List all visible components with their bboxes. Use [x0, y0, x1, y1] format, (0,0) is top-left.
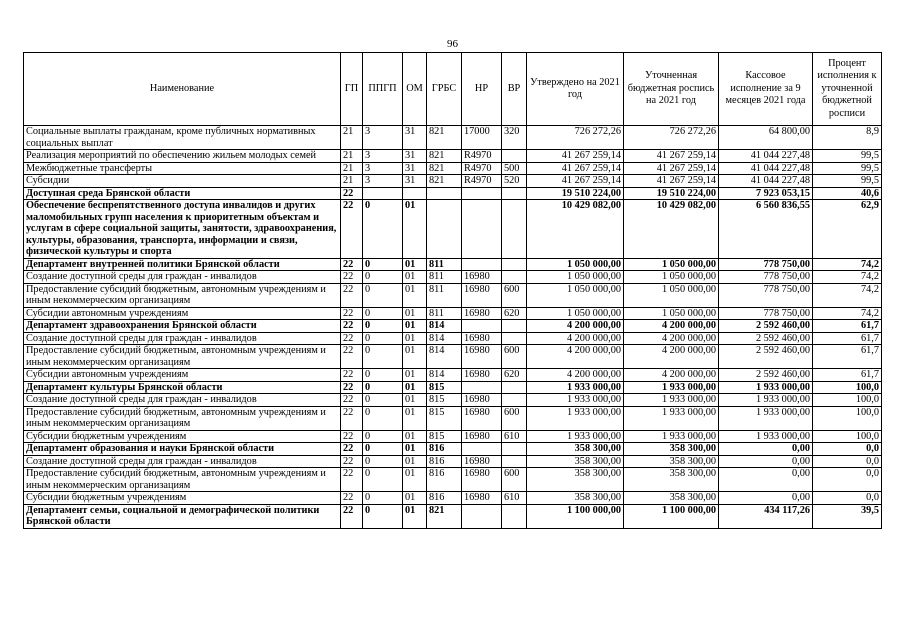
cell-om: 01	[403, 332, 427, 345]
cell-grbs: 821	[427, 126, 462, 150]
cell-approved: 726 272,26	[527, 126, 624, 150]
cell-grbs: 811	[427, 271, 462, 284]
table-row	[24, 345, 882, 369]
cell-percent: 99,5	[813, 175, 882, 188]
cell-om: 01	[403, 369, 427, 382]
cell-name: Субсидии бюджетным учреждениям	[24, 430, 341, 443]
cell-percent: 8,9	[813, 126, 882, 150]
cell-np: R4970	[462, 175, 502, 188]
cell-approved: 4 200 000,00	[527, 320, 624, 333]
page-number: 96	[447, 38, 458, 50]
header-name: Наименование	[24, 53, 341, 126]
cell-percent: 40,6	[813, 187, 882, 200]
cell-refined: 1 050 000,00	[624, 258, 719, 271]
cell-gp: 22	[341, 381, 363, 394]
cell-cash: 1 933 000,00	[719, 381, 813, 394]
cell-np	[462, 443, 502, 456]
cell-vr: 600	[502, 468, 527, 492]
cell-refined: 1 933 000,00	[624, 430, 719, 443]
cell-vr: 620	[502, 307, 527, 320]
cell-grbs: 815	[427, 381, 462, 394]
header-grbs: ГРБС	[427, 53, 462, 126]
cell-ppgp: 0	[363, 468, 403, 492]
cell-cash: 434 117,26	[719, 504, 813, 528]
cell-vr: 520	[502, 175, 527, 188]
table-row	[24, 504, 882, 528]
cell-gp: 22	[341, 369, 363, 382]
cell-gp: 21	[341, 175, 363, 188]
header-refined: Уточненная бюджетная роспись на 2021 год	[624, 53, 719, 126]
cell-gp: 22	[341, 307, 363, 320]
table-row	[24, 406, 882, 430]
cell-percent: 100,0	[813, 394, 882, 407]
cell-grbs: 816	[427, 455, 462, 468]
cell-cash: 2 592 460,00	[719, 369, 813, 382]
cell-grbs: 821	[427, 175, 462, 188]
cell-np: 16980	[462, 283, 502, 307]
cell-om	[403, 187, 427, 200]
cell-ppgp: 0	[363, 455, 403, 468]
table-row	[24, 320, 882, 333]
cell-ppgp: 0	[363, 283, 403, 307]
cell-cash: 41 044 227,48	[719, 175, 813, 188]
table-row	[24, 187, 882, 200]
cell-gp: 22	[341, 394, 363, 407]
cell-grbs: 814	[427, 369, 462, 382]
cell-percent: 74,2	[813, 283, 882, 307]
cell-ppgp: 3	[363, 162, 403, 175]
cell-vr	[502, 504, 527, 528]
table-row	[24, 455, 882, 468]
cell-gp: 22	[341, 504, 363, 528]
cell-vr: 320	[502, 126, 527, 150]
cell-approved: 1 050 000,00	[527, 271, 624, 284]
cell-cash: 41 044 227,48	[719, 162, 813, 175]
table-row	[24, 150, 882, 163]
cell-cash: 2 592 460,00	[719, 320, 813, 333]
cell-cash: 778 750,00	[719, 258, 813, 271]
cell-refined: 19 510 224,00	[624, 187, 719, 200]
cell-grbs	[427, 200, 462, 259]
cell-refined: 4 200 000,00	[624, 332, 719, 345]
cell-name: Предоставление субсидий бюджетным, автономным учреждениям и иным некоммерческим организациям	[24, 283, 341, 307]
cell-grbs: 814	[427, 332, 462, 345]
cell-approved: 358 300,00	[527, 455, 624, 468]
cell-vr	[502, 187, 527, 200]
cell-grbs: 811	[427, 307, 462, 320]
cell-gp: 22	[341, 320, 363, 333]
cell-cash: 6 560 836,55	[719, 200, 813, 259]
cell-gp: 22	[341, 455, 363, 468]
cell-percent: 74,2	[813, 271, 882, 284]
cell-percent: 0,0	[813, 468, 882, 492]
cell-approved: 41 267 259,14	[527, 175, 624, 188]
cell-cash: 64 800,00	[719, 126, 813, 150]
header-percent: Процент исполнения к уточненной бюджетной росписи	[813, 53, 882, 126]
cell-gp: 21	[341, 150, 363, 163]
table-row	[24, 162, 882, 175]
cell-np: 16980	[462, 369, 502, 382]
cell-ppgp: 0	[363, 345, 403, 369]
cell-ppgp: 0	[363, 332, 403, 345]
cell-name: Субсидии бюджетным учреждениям	[24, 492, 341, 505]
cell-name: Создание доступной среды для граждан - инвалидов	[24, 455, 341, 468]
cell-ppgp: 0	[363, 430, 403, 443]
cell-refined: 726 272,26	[624, 126, 719, 150]
cell-np: 16980	[462, 271, 502, 284]
cell-grbs: 821	[427, 150, 462, 163]
cell-grbs: 811	[427, 283, 462, 307]
cell-np: 16980	[462, 394, 502, 407]
table-header-row	[24, 53, 882, 126]
cell-vr: 620	[502, 369, 527, 382]
cell-approved: 41 267 259,14	[527, 162, 624, 175]
cell-refined: 358 300,00	[624, 468, 719, 492]
cell-gp: 21	[341, 162, 363, 175]
table-row	[24, 307, 882, 320]
cell-np: 16980	[462, 455, 502, 468]
cell-percent: 0,0	[813, 455, 882, 468]
cell-ppgp: 0	[363, 200, 403, 259]
cell-name: Создание доступной среды для граждан - инвалидов	[24, 271, 341, 284]
table-row	[24, 258, 882, 271]
cell-cash: 1 933 000,00	[719, 406, 813, 430]
cell-percent: 0,0	[813, 492, 882, 505]
cell-gp: 22	[341, 283, 363, 307]
cell-gp: 22	[341, 187, 363, 200]
cell-ppgp: 0	[363, 492, 403, 505]
cell-om: 01	[403, 200, 427, 259]
table-row	[24, 283, 882, 307]
cell-grbs: 815	[427, 406, 462, 430]
cell-vr	[502, 271, 527, 284]
cell-vr	[502, 150, 527, 163]
cell-refined: 4 200 000,00	[624, 345, 719, 369]
cell-grbs: 816	[427, 443, 462, 456]
cell-refined: 1 933 000,00	[624, 394, 719, 407]
cell-vr: 600	[502, 345, 527, 369]
cell-percent: 99,5	[813, 150, 882, 163]
cell-om: 31	[403, 150, 427, 163]
cell-gp: 21	[341, 126, 363, 150]
cell-grbs: 815	[427, 394, 462, 407]
cell-gp: 22	[341, 258, 363, 271]
cell-cash: 2 592 460,00	[719, 345, 813, 369]
cell-cash: 1 933 000,00	[719, 394, 813, 407]
cell-vr	[502, 443, 527, 456]
header-om: ОМ	[403, 53, 427, 126]
cell-name: Департамент культуры Брянской области	[24, 381, 341, 394]
cell-ppgp: 0	[363, 406, 403, 430]
header-np: НР	[462, 53, 502, 126]
cell-vr	[502, 200, 527, 259]
cell-cash: 7 923 053,15	[719, 187, 813, 200]
cell-name: Реализация мероприятий по обеспечению жильем молодых семей	[24, 150, 341, 163]
cell-refined: 1 933 000,00	[624, 406, 719, 430]
cell-percent: 62,9	[813, 200, 882, 259]
cell-refined: 1 100 000,00	[624, 504, 719, 528]
cell-grbs: 821	[427, 162, 462, 175]
cell-name: Обеспечение беспрепятственного доступа инвалидов и других маломобильных групп населения к приоритетным объектам и услугам в сфере социальной защиты, занятости, здравоохранения, культуры, образования, транспорта, информации и связи, физической культуры и спорта	[24, 200, 341, 259]
cell-ppgp: 0	[363, 381, 403, 394]
cell-gp: 22	[341, 492, 363, 505]
cell-refined: 1 933 000,00	[624, 381, 719, 394]
table-row	[24, 381, 882, 394]
cell-approved: 1 933 000,00	[527, 430, 624, 443]
cell-np: 17000	[462, 126, 502, 150]
cell-grbs: 814	[427, 345, 462, 369]
cell-np	[462, 187, 502, 200]
cell-om: 01	[403, 345, 427, 369]
cell-np: 16980	[462, 492, 502, 505]
cell-ppgp: 0	[363, 369, 403, 382]
cell-np: R4970	[462, 150, 502, 163]
cell-vr	[502, 258, 527, 271]
cell-approved: 1 933 000,00	[527, 406, 624, 430]
cell-grbs	[427, 187, 462, 200]
cell-name: Межбюджетные трансферты	[24, 162, 341, 175]
cell-vr	[502, 320, 527, 333]
cell-vr: 500	[502, 162, 527, 175]
table-row	[24, 443, 882, 456]
cell-np	[462, 381, 502, 394]
table-body	[24, 126, 882, 529]
cell-ppgp: 0	[363, 307, 403, 320]
cell-gp: 22	[341, 406, 363, 430]
cell-om: 01	[403, 320, 427, 333]
cell-refined: 358 300,00	[624, 492, 719, 505]
cell-percent: 61,7	[813, 345, 882, 369]
cell-percent: 61,7	[813, 369, 882, 382]
cell-cash: 778 750,00	[719, 307, 813, 320]
cell-gp: 22	[341, 443, 363, 456]
table-row	[24, 126, 882, 150]
cell-cash: 0,00	[719, 468, 813, 492]
cell-grbs: 815	[427, 430, 462, 443]
cell-vr: 610	[502, 492, 527, 505]
cell-cash: 0,00	[719, 443, 813, 456]
cell-om: 01	[403, 406, 427, 430]
cell-name: Департамент образования и науки Брянской области	[24, 443, 341, 456]
cell-vr: 600	[502, 406, 527, 430]
cell-np: 16980	[462, 332, 502, 345]
cell-grbs: 814	[427, 320, 462, 333]
cell-cash: 1 933 000,00	[719, 430, 813, 443]
cell-cash: 778 750,00	[719, 283, 813, 307]
cell-approved: 4 200 000,00	[527, 332, 624, 345]
cell-percent: 74,2	[813, 258, 882, 271]
cell-approved: 19 510 224,00	[527, 187, 624, 200]
cell-name: Субсидии автономным учреждениям	[24, 307, 341, 320]
table-row	[24, 369, 882, 382]
cell-gp: 22	[341, 200, 363, 259]
cell-name: Департамент внутренней политики Брянской области	[24, 258, 341, 271]
cell-np: 16980	[462, 345, 502, 369]
header-ppgp: ППГП	[363, 53, 403, 126]
table-row	[24, 332, 882, 345]
cell-ppgp: 0	[363, 320, 403, 333]
cell-om: 01	[403, 307, 427, 320]
header-vr: ВР	[502, 53, 527, 126]
cell-cash: 41 044 227,48	[719, 150, 813, 163]
cell-om: 01	[403, 271, 427, 284]
cell-approved: 1 100 000,00	[527, 504, 624, 528]
cell-percent: 100,0	[813, 381, 882, 394]
cell-refined: 358 300,00	[624, 443, 719, 456]
cell-om: 01	[403, 455, 427, 468]
cell-percent: 74,2	[813, 307, 882, 320]
cell-name: Создание доступной среды для граждан - инвалидов	[24, 394, 341, 407]
cell-approved: 1 050 000,00	[527, 258, 624, 271]
cell-approved: 1 933 000,00	[527, 381, 624, 394]
cell-om: 01	[403, 504, 427, 528]
cell-om: 01	[403, 283, 427, 307]
cell-name: Предоставление субсидий бюджетным, автономным учреждениям и иным некоммерческим организациям	[24, 468, 341, 492]
cell-refined: 1 050 000,00	[624, 271, 719, 284]
cell-ppgp: 3	[363, 150, 403, 163]
cell-name: Субсидии	[24, 175, 341, 188]
cell-ppgp: 3	[363, 175, 403, 188]
cell-vr	[502, 394, 527, 407]
cell-name: Субсидии автономным учреждениям	[24, 369, 341, 382]
cell-cash: 0,00	[719, 455, 813, 468]
cell-percent: 61,7	[813, 320, 882, 333]
cell-grbs: 811	[427, 258, 462, 271]
cell-gp: 22	[341, 345, 363, 369]
table-row	[24, 175, 882, 188]
cell-np: R4970	[462, 162, 502, 175]
cell-om: 31	[403, 175, 427, 188]
cell-name: Доступная среда Брянской области	[24, 187, 341, 200]
header-gp: ГП	[341, 53, 363, 126]
table-row	[24, 200, 882, 259]
cell-approved: 1 050 000,00	[527, 307, 624, 320]
cell-om: 01	[403, 258, 427, 271]
cell-percent: 100,0	[813, 430, 882, 443]
cell-ppgp: 0	[363, 271, 403, 284]
cell-ppgp: 0	[363, 258, 403, 271]
cell-refined: 1 050 000,00	[624, 307, 719, 320]
cell-np	[462, 258, 502, 271]
budget-table	[23, 52, 882, 529]
cell-om: 31	[403, 162, 427, 175]
cell-om: 31	[403, 126, 427, 150]
cell-np: 16980	[462, 468, 502, 492]
cell-name: Департамент здравоохранения Брянской области	[24, 320, 341, 333]
cell-gp: 22	[341, 430, 363, 443]
cell-approved: 41 267 259,14	[527, 150, 624, 163]
cell-refined: 1 050 000,00	[624, 283, 719, 307]
cell-ppgp: 0	[363, 394, 403, 407]
cell-np: 16980	[462, 307, 502, 320]
cell-refined: 41 267 259,14	[624, 175, 719, 188]
cell-name: Социальные выплаты гражданам, кроме публичных нормативных социальных выплат	[24, 126, 341, 150]
cell-percent: 61,7	[813, 332, 882, 345]
cell-approved: 358 300,00	[527, 468, 624, 492]
cell-refined: 4 200 000,00	[624, 320, 719, 333]
cell-ppgp: 3	[363, 126, 403, 150]
cell-percent: 100,0	[813, 406, 882, 430]
cell-approved: 4 200 000,00	[527, 345, 624, 369]
cell-vr: 600	[502, 283, 527, 307]
cell-percent: 99,5	[813, 162, 882, 175]
cell-name: Департамент семьи, социальной и демографической политики Брянской области	[24, 504, 341, 528]
cell-percent: 0,0	[813, 443, 882, 456]
cell-name: Предоставление субсидий бюджетным, автономным учреждениям и иным некоммерческим организациям	[24, 406, 341, 430]
table-row	[24, 468, 882, 492]
cell-gp: 22	[341, 271, 363, 284]
cell-refined: 4 200 000,00	[624, 369, 719, 382]
cell-np: 16980	[462, 430, 502, 443]
table-row	[24, 271, 882, 284]
cell-percent: 39,5	[813, 504, 882, 528]
cell-ppgp: 0	[363, 443, 403, 456]
cell-om: 01	[403, 492, 427, 505]
cell-refined: 10 429 082,00	[624, 200, 719, 259]
cell-np	[462, 200, 502, 259]
cell-cash: 2 592 460,00	[719, 332, 813, 345]
cell-approved: 1 933 000,00	[527, 394, 624, 407]
cell-om: 01	[403, 430, 427, 443]
cell-cash: 0,00	[719, 492, 813, 505]
cell-approved: 358 300,00	[527, 492, 624, 505]
cell-grbs: 816	[427, 468, 462, 492]
cell-om: 01	[403, 394, 427, 407]
cell-vr	[502, 381, 527, 394]
cell-refined: 358 300,00	[624, 455, 719, 468]
cell-refined: 41 267 259,14	[624, 150, 719, 163]
cell-om: 01	[403, 381, 427, 394]
cell-approved: 10 429 082,00	[527, 200, 624, 259]
cell-vr: 610	[502, 430, 527, 443]
cell-np	[462, 504, 502, 528]
cell-ppgp	[363, 187, 403, 200]
header-cash: Кассовое исполнение за 9 месяцев 2021 года	[719, 53, 813, 126]
cell-np	[462, 320, 502, 333]
cell-cash: 778 750,00	[719, 271, 813, 284]
table-row	[24, 394, 882, 407]
cell-vr	[502, 332, 527, 345]
cell-grbs: 821	[427, 504, 462, 528]
cell-approved: 4 200 000,00	[527, 369, 624, 382]
cell-approved: 1 050 000,00	[527, 283, 624, 307]
cell-gp: 22	[341, 332, 363, 345]
table-row	[24, 430, 882, 443]
table-row	[24, 492, 882, 505]
cell-grbs: 816	[427, 492, 462, 505]
cell-approved: 358 300,00	[527, 443, 624, 456]
cell-vr	[502, 455, 527, 468]
cell-om: 01	[403, 468, 427, 492]
cell-name: Создание доступной среды для граждан - инвалидов	[24, 332, 341, 345]
cell-om: 01	[403, 443, 427, 456]
cell-ppgp: 0	[363, 504, 403, 528]
cell-refined: 41 267 259,14	[624, 162, 719, 175]
cell-gp: 22	[341, 468, 363, 492]
cell-name: Предоставление субсидий бюджетным, автономным учреждениям и иным некоммерческим организациям	[24, 345, 341, 369]
header-approved: Утверждено на 2021 год	[527, 53, 624, 126]
cell-np: 16980	[462, 406, 502, 430]
